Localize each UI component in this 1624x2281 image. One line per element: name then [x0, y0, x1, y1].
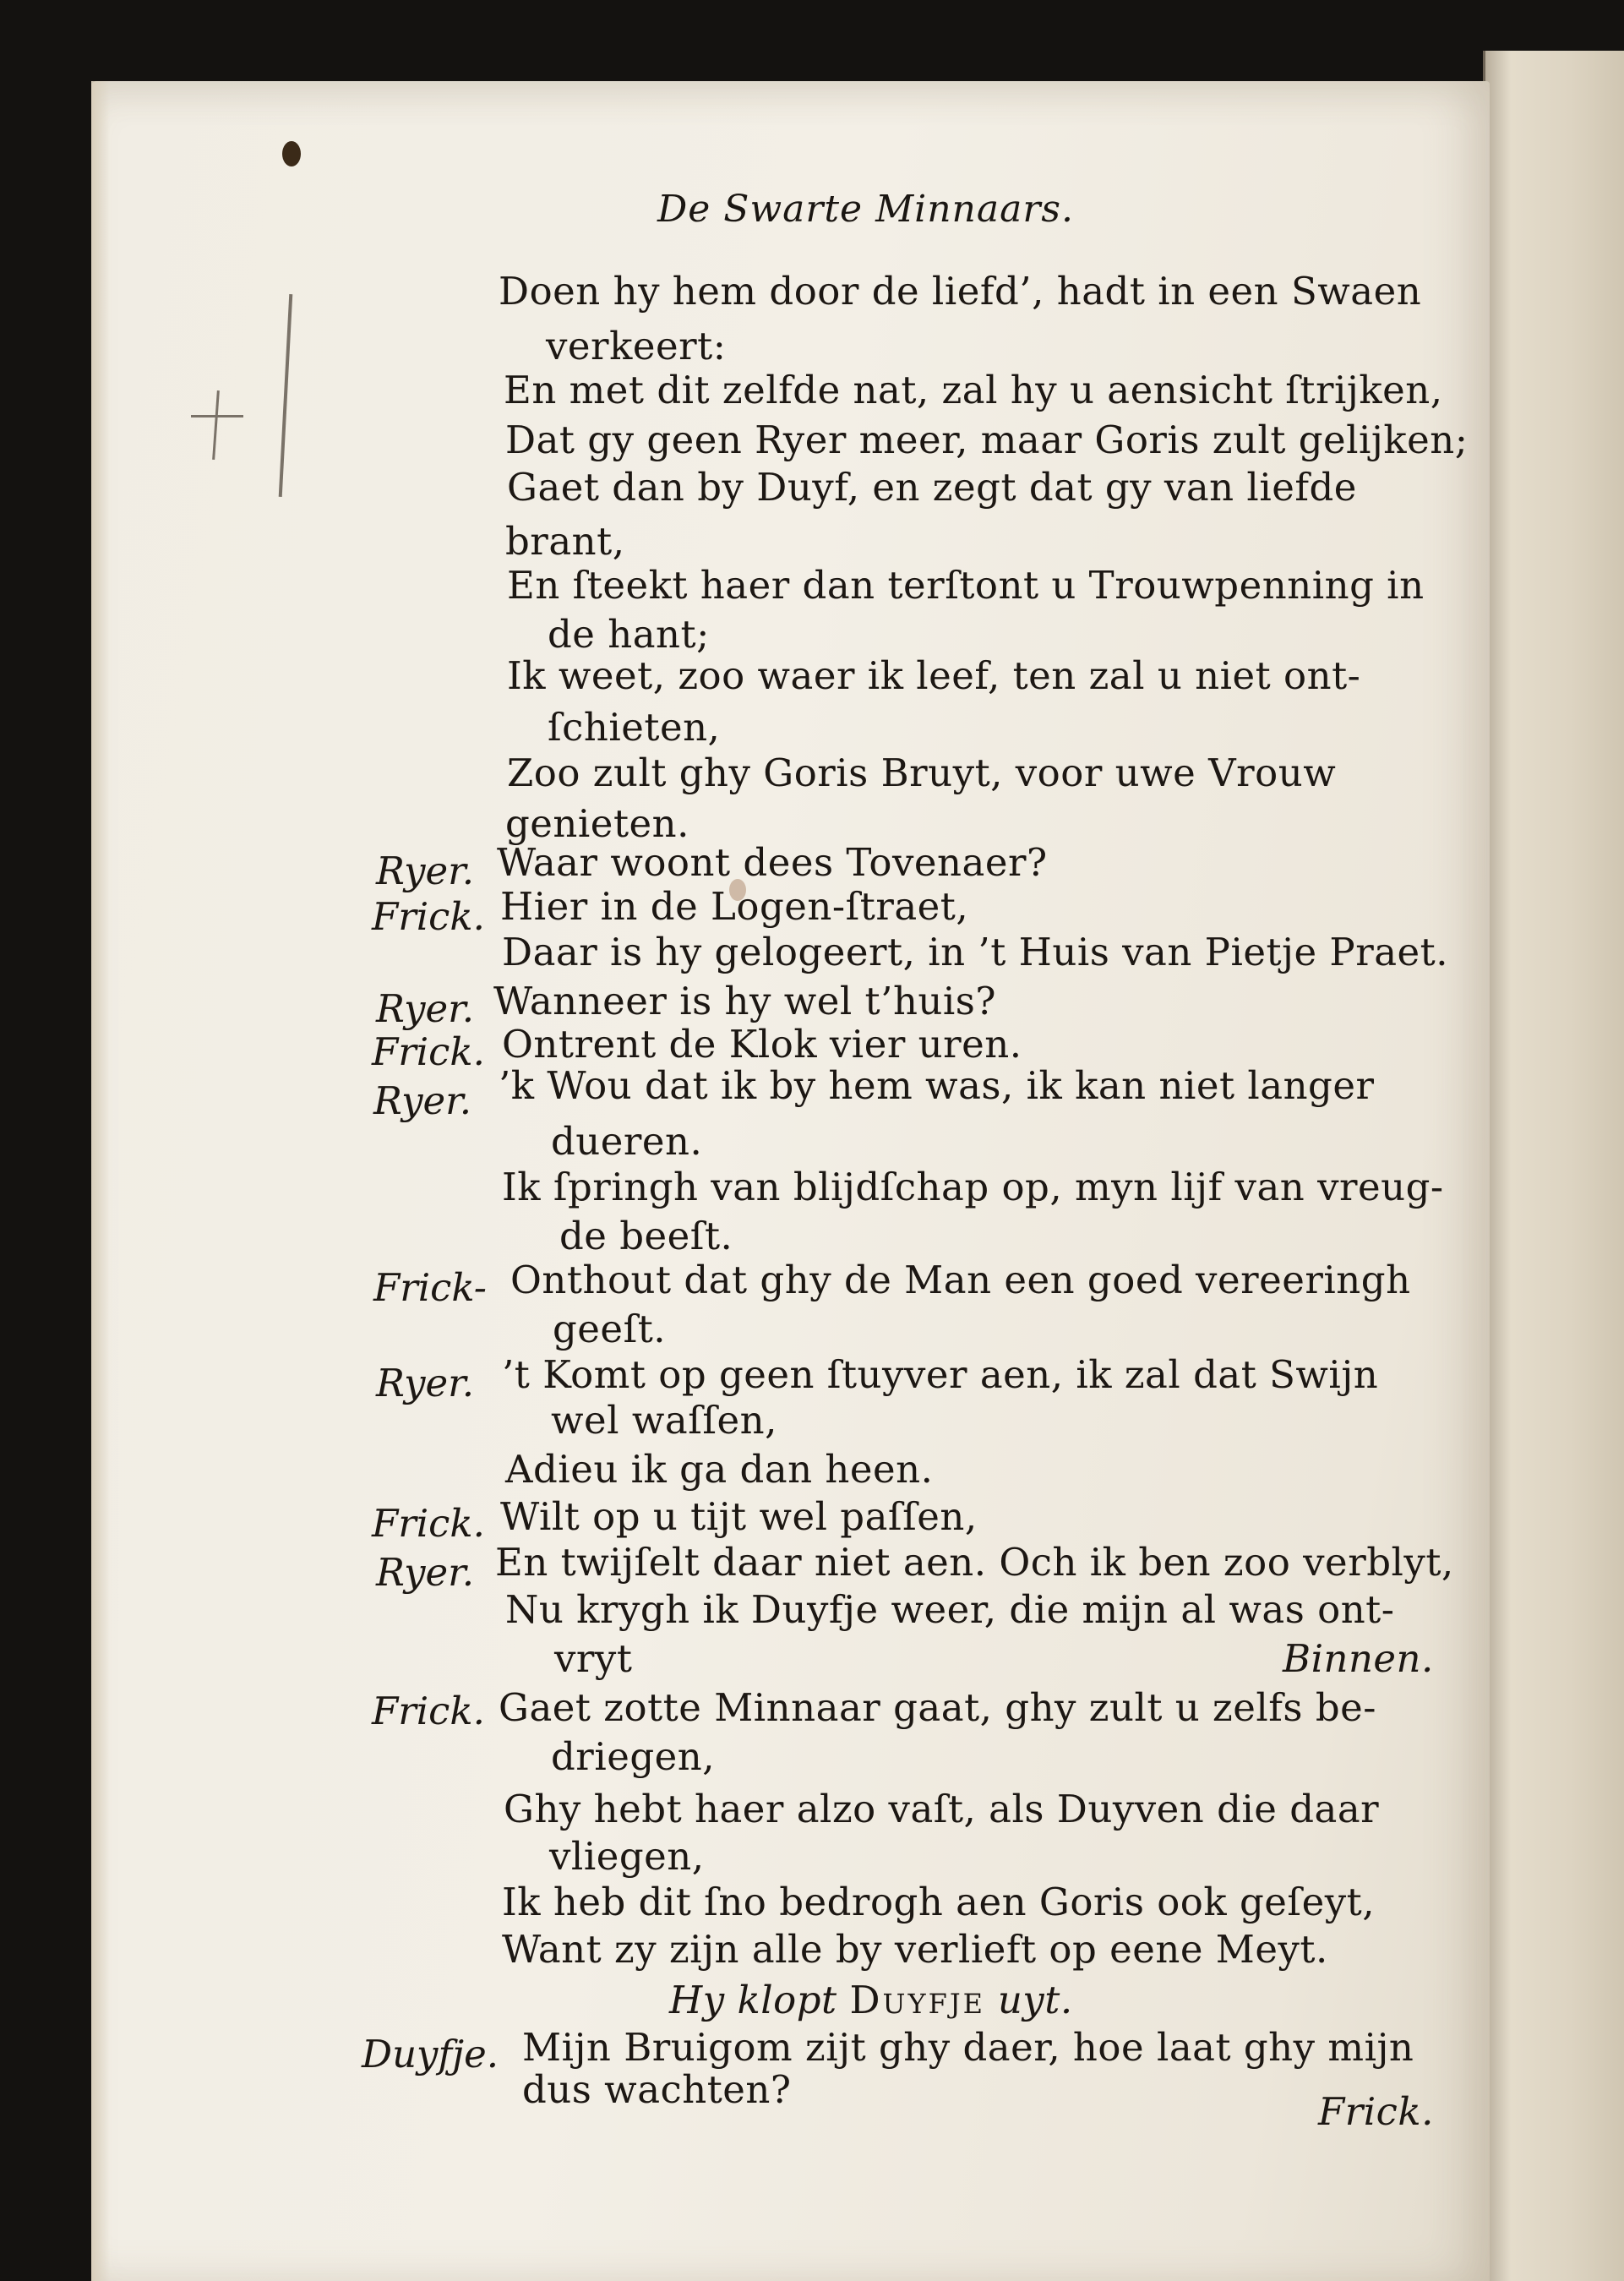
stage-direction-name: Duyfje	[849, 1978, 986, 2022]
speaker-label: Ryer.	[376, 1550, 475, 1595]
verse-line: genieten.	[505, 801, 689, 846]
verse-line: Wanneer is hy wel t’huis?	[493, 979, 997, 1023]
verse-line: ’k Wou dat ik by hem was, ik kan niet langer	[499, 1063, 1375, 1108]
speaker-label: Frick.	[372, 1029, 485, 1074]
verse-line: Onthout dat ghy de Man een goed vereeringh	[510, 1258, 1411, 1302]
stage-direction-knock	[669, 1978, 1073, 2022]
speaker-label: Frick.	[372, 1689, 485, 1733]
verse-line: Mijn Bruigom zijt ghy daer, hoe laat ghy mijn	[522, 2025, 1414, 2070]
verse-line: Ik ſpringh van blijdſchap op, myn lijf van vreug-	[502, 1165, 1444, 1209]
speaker-label: Ryer.	[376, 1361, 475, 1405]
catchword: Frick.	[1318, 2089, 1434, 2134]
verse-line: Gaet zotte Minnaar gaat, ghy zult u zelfs be-	[499, 1685, 1376, 1730]
verse-line: dueren.	[551, 1119, 703, 1164]
verse-line: Adieu ik ga dan heen.	[505, 1447, 934, 1492]
verse-line: Ghy hebt haer alzo vaſt, als Duyven die daar	[504, 1787, 1380, 1831]
verse-line: driegen,	[551, 1734, 716, 1779]
speaker-label: Ryer.	[373, 1078, 472, 1123]
stage-direction-text: Hy klopt	[669, 1978, 837, 2022]
speaker-label: Frick-	[373, 1265, 488, 1310]
verse-line: ’t Komt op geen ſtuyver aen, ik zal dat Swijn	[502, 1352, 1379, 1397]
verse-line: vliegen,	[549, 1834, 705, 1879]
running-title: De Swarte Minnaars.	[657, 188, 1074, 231]
verse-line: Want zy zijn alle by verlieft op eene Meyt.	[502, 1927, 1328, 1972]
stage-direction-binnen: Binnen.	[1283, 1636, 1434, 1681]
speaker-label: Frick.	[372, 894, 485, 939]
verse-line: de beeſt.	[559, 1214, 733, 1258]
ink-spot	[282, 141, 301, 166]
verse-line: En ſteekt haer dan terſtont u Trouwpenning in	[507, 563, 1425, 608]
speaker-label: Ryer.	[376, 986, 475, 1031]
page-edge-shadow	[91, 81, 110, 2281]
verse-line: En met dit zelfde nat, zal hy u aensicht ſtrijken,	[504, 368, 1443, 412]
adjacent-page	[1483, 51, 1624, 2281]
verse-line: Nu krygh ik Duyfje weer, die mijn al was ont-	[505, 1587, 1395, 1632]
verse-line: Doen hy hem door de liefd’, hadt in een Swaen	[499, 269, 1422, 314]
verse-line: Zoo zult ghy Goris Bruyt, voor uwe Vrouw	[507, 750, 1337, 795]
verse-line: Daar is hy gelogeert, in ’t Huis van Pietje Praet.	[502, 930, 1449, 974]
verse-line: Ontrent de Klok vier uren.	[502, 1022, 1022, 1067]
verse-line: geeſt.	[553, 1307, 667, 1351]
speaker-label: Duyfje.	[362, 2032, 499, 2076]
verse-line: Ik heb dit ſno bedrogh aen Goris ook geſeyt,	[502, 1880, 1376, 1924]
verse-line: Ik weet, zoo waer ik leef, ten zal u niet ont-	[507, 653, 1361, 698]
stage-direction-text: uyt.	[997, 1978, 1073, 2022]
verse-line: En twijſelt daar niet aen. Och ik ben zoo verblyt,	[495, 1540, 1454, 1585]
verse-line: Hier in de Logen-ſtraet,	[500, 884, 969, 929]
verse-line: Gaet dan by Duyf, en zegt dat gy van liefde	[507, 465, 1357, 510]
pencil-mark-plus-horizontal	[191, 415, 243, 417]
verse-line: dus wachten?	[522, 2067, 792, 2112]
verse-line: de hant;	[548, 612, 710, 657]
verse-line: brant,	[505, 519, 625, 564]
speaker-label: Ryer.	[376, 849, 475, 893]
verse-line: wel waſſen,	[551, 1398, 777, 1443]
verse-line: ſchieten,	[548, 705, 721, 750]
verse-line: verkeert:	[546, 324, 727, 368]
verse-line: Dat gy geen Ryer meer, maar Goris zult gelijken;	[505, 417, 1469, 462]
speaker-label: Frick.	[372, 1501, 485, 1546]
verse-line: Waar woont dees Tovenaer?	[497, 840, 1048, 885]
verse-line: vryt	[554, 1636, 633, 1681]
verse-line: Wilt op u tijt wel paſſen,	[500, 1494, 978, 1539]
